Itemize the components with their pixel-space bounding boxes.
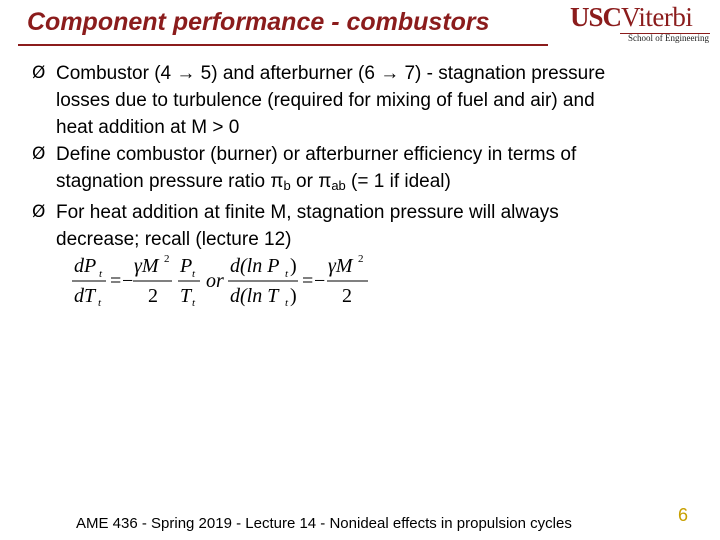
- eq-minus: −: [314, 270, 326, 292]
- eq-sub: t: [99, 268, 103, 280]
- eq-dln-p: d(ln P: [230, 255, 280, 277]
- bullet-line: For heat addition at finite M, stagnation pressure will always: [56, 202, 559, 223]
- eq-sub: t: [192, 268, 196, 280]
- page-number: 6: [678, 505, 689, 525]
- bullet-line-post: (= 1 if ideal): [345, 171, 451, 192]
- bullet-line: Combustor (4 → 5) and afterburner (6 → 7) - stagnation pressure: [56, 63, 606, 84]
- logo-school-text: School of Engineering: [628, 33, 709, 43]
- eq-den-dt: dT: [74, 285, 96, 307]
- bullet-line: decrease; recall (lecture 12): [56, 229, 292, 250]
- eq-equals: =: [110, 270, 122, 292]
- eq-close: ): [290, 255, 297, 277]
- bullet-line-pre: stagnation pressure ratio π: [56, 171, 284, 192]
- arrow-bullet-icon: Ø: [32, 63, 46, 83]
- eq-num-dp: dP: [74, 255, 97, 277]
- bullet-item: [32, 141, 712, 199]
- bullet-list: [32, 60, 712, 253]
- bullet-line-mid: or π: [290, 171, 332, 192]
- eq-sub: t: [192, 297, 196, 309]
- eq-sub: t: [285, 297, 289, 309]
- subscript-ab: ab: [331, 178, 346, 193]
- eq-or: or: [206, 270, 224, 292]
- logo-viterbi-text: Viterbi: [621, 2, 693, 32]
- eq-sub: t: [285, 268, 289, 280]
- slide-footer: AME 436 - Spring 2019 - Lecture 14 - Nonideal effects in propulsion cycles: [76, 515, 572, 532]
- title-underline: [18, 44, 548, 46]
- bullet-line: Define combustor (burner) or afterburner efficiency in terms of: [56, 144, 577, 165]
- arrow-bullet-icon: Ø: [32, 144, 46, 164]
- eq-two: 2: [342, 285, 352, 307]
- bullet-item: [32, 60, 712, 141]
- logo-wordmark: [570, 2, 692, 33]
- eq-close: ): [290, 285, 297, 307]
- eq-two: 2: [148, 285, 158, 307]
- slide-title: Component performance - combustors: [27, 8, 490, 36]
- eq-gamma-m: γM: [134, 255, 159, 277]
- arrow-bullet-icon: Ø: [32, 202, 46, 222]
- eq-dln-t: d(ln T: [230, 285, 279, 307]
- eq-exponent: 2: [358, 253, 364, 265]
- stagnation-pressure-equation: [72, 250, 392, 310]
- bullet-line: heat addition at M > 0: [56, 117, 240, 138]
- subscript-b: b: [283, 178, 291, 193]
- eq-equals: =: [302, 270, 314, 292]
- eq-minus: −: [122, 270, 134, 292]
- eq-sub: t: [98, 297, 102, 309]
- eq-exponent: 2: [164, 253, 170, 265]
- eq-p: P: [180, 255, 193, 277]
- usc-viterbi-logo: [566, 2, 714, 46]
- logo-usc-text: USC: [570, 2, 622, 32]
- eq-t: T: [180, 285, 192, 307]
- eq-gamma-m: γM: [328, 255, 353, 277]
- bullet-line: losses due to turbulence (required for mixing of fuel and air) and: [56, 90, 595, 111]
- bullet-item: [32, 199, 712, 253]
